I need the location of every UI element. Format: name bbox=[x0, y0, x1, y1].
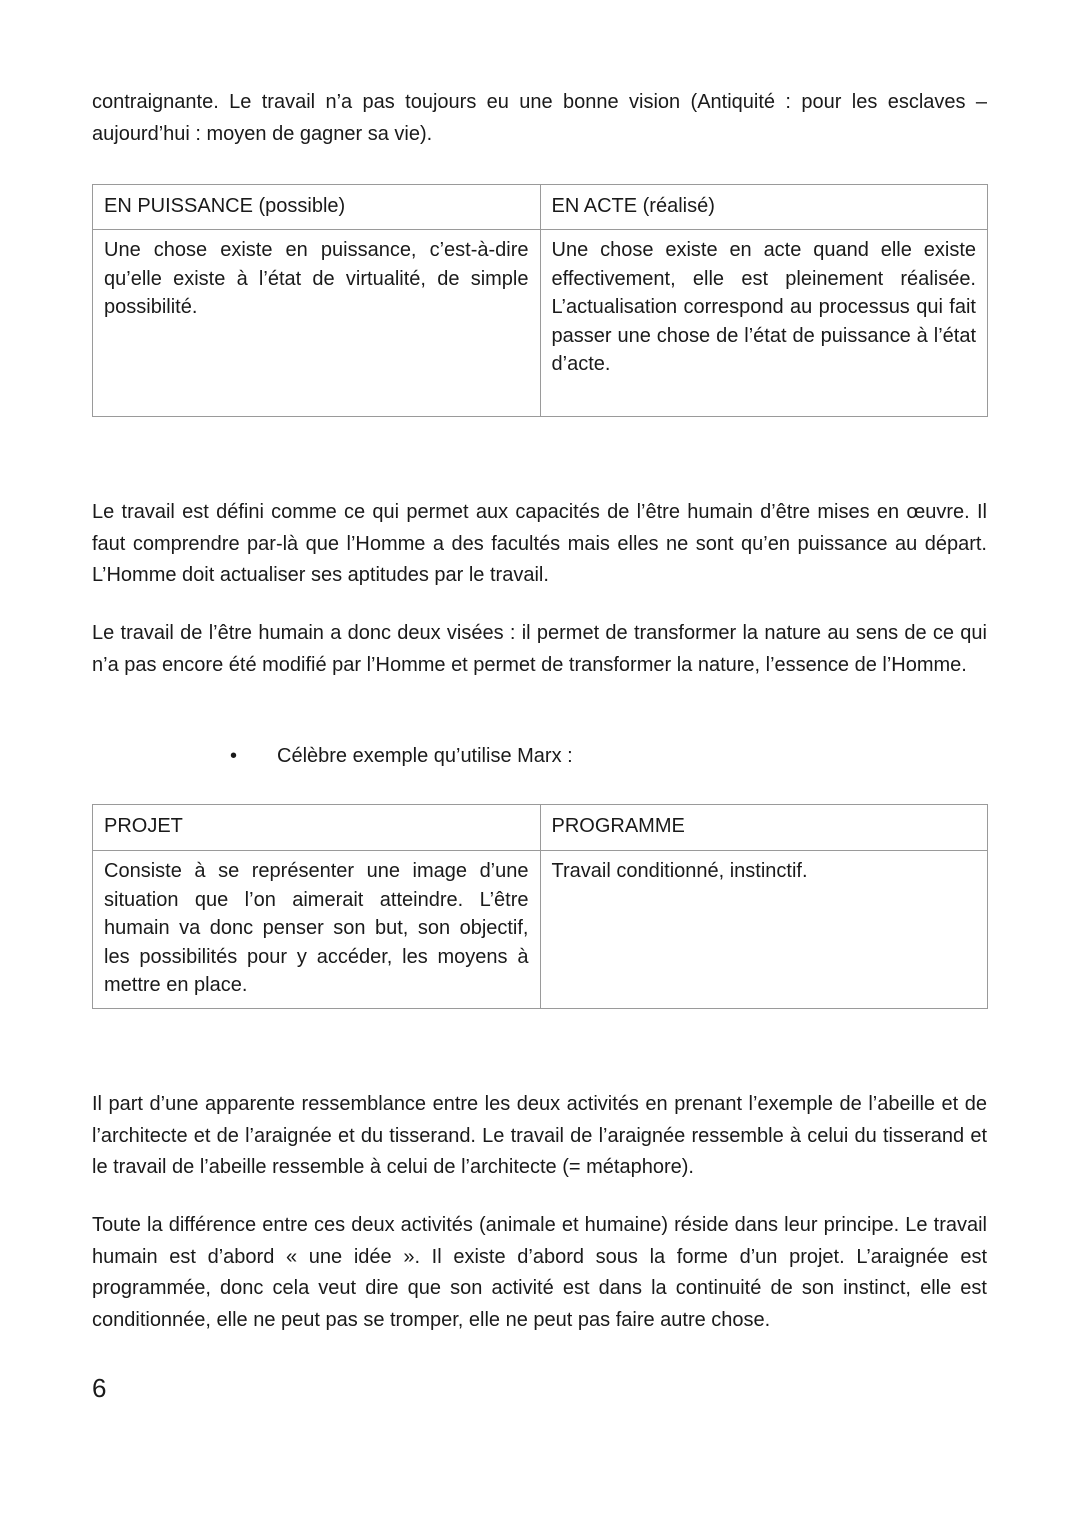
intro-paragraph: contraignante. Le travail n’a pas toujours eu une bonne vision (Antiquité : pour les esclaves – aujourd’hui : moyen de gagner sa vie). bbox=[92, 91, 987, 145]
puissance-acte-table bbox=[92, 184, 988, 417]
paragraph-deux-visees: Le travail de l’être humain a donc deux visées : il permet de transformer la nature au sens de ce qui n’a pas encore été modifié par l’Homme et permet de transformer la nature, l’essence de l’Homme. bbox=[92, 622, 987, 676]
page-number: 6 bbox=[92, 1373, 107, 1403]
table2-header-projet: PROJET bbox=[93, 805, 541, 851]
paragraph-ressemblance: Il part d’une apparente ressemblance entre les deux activités en prenant l’exemple de l’abeille et de l’architecte et de l’araignée et du tisserand. Le travail de l’araignée ressemble à celui du tisserand et le travail de l’abeille ressemble à celui de l’architecte (= métaphore). bbox=[92, 1093, 987, 1178]
paragraph-travail-definition: Le travail est défini comme ce qui permet aux capacités de l’être humain d’être mises en œuvre. Il faut comprendre par-là que l’Homme a des facultés mais elles ne sont qu’en puissance au départ. L’Homme doit actualiser ses aptitudes par le travail. bbox=[92, 501, 987, 586]
projet-programme-table bbox=[92, 804, 988, 1009]
table2-cell-programme: Travail conditionné, instinctif. bbox=[540, 851, 988, 1009]
table1-header-puissance: EN PUISSANCE (possible) bbox=[93, 185, 541, 230]
bullet-text: Célèbre exemple qu’utilise Marx : bbox=[277, 745, 573, 767]
paragraph-difference: Toute la différence entre ces deux activités (animale et humaine) réside dans leur principe. Le travail humain est d’abord « une idée ». Il existe d’abord sous la forme d’un projet. L’araignée est programmée, donc cela veut dire que son activité est dans la continuité de son instinct, elle est conditionnée, elle ne peut pas se tromper, elle ne peut pas faire autre chose. bbox=[92, 1214, 987, 1331]
table2-header-programme: PROGRAMME bbox=[540, 805, 988, 851]
bullet-icon: • bbox=[230, 745, 238, 767]
table2-cell-projet: Consiste à se représenter une image d’une situation que l’on aimerait atteindre. L’être humain va donc penser son but, son objectif, les possibilités pour y accéder, les moyens à mettre en place. bbox=[93, 851, 541, 1009]
table1-cell-acte: Une chose existe en acte quand elle existe effectivement, elle est pleinement réalisée. L’actualisation correspond au processus qui fait passer une chose de l’état de puissance à l’état d’acte. bbox=[540, 230, 988, 417]
table1-cell-puissance: Une chose existe en puissance, c’est-à-dire qu’elle existe à l’état de virtualité, de simple possibilité. bbox=[93, 230, 541, 417]
table1-header-acte: EN ACTE (réalisé) bbox=[540, 185, 988, 230]
